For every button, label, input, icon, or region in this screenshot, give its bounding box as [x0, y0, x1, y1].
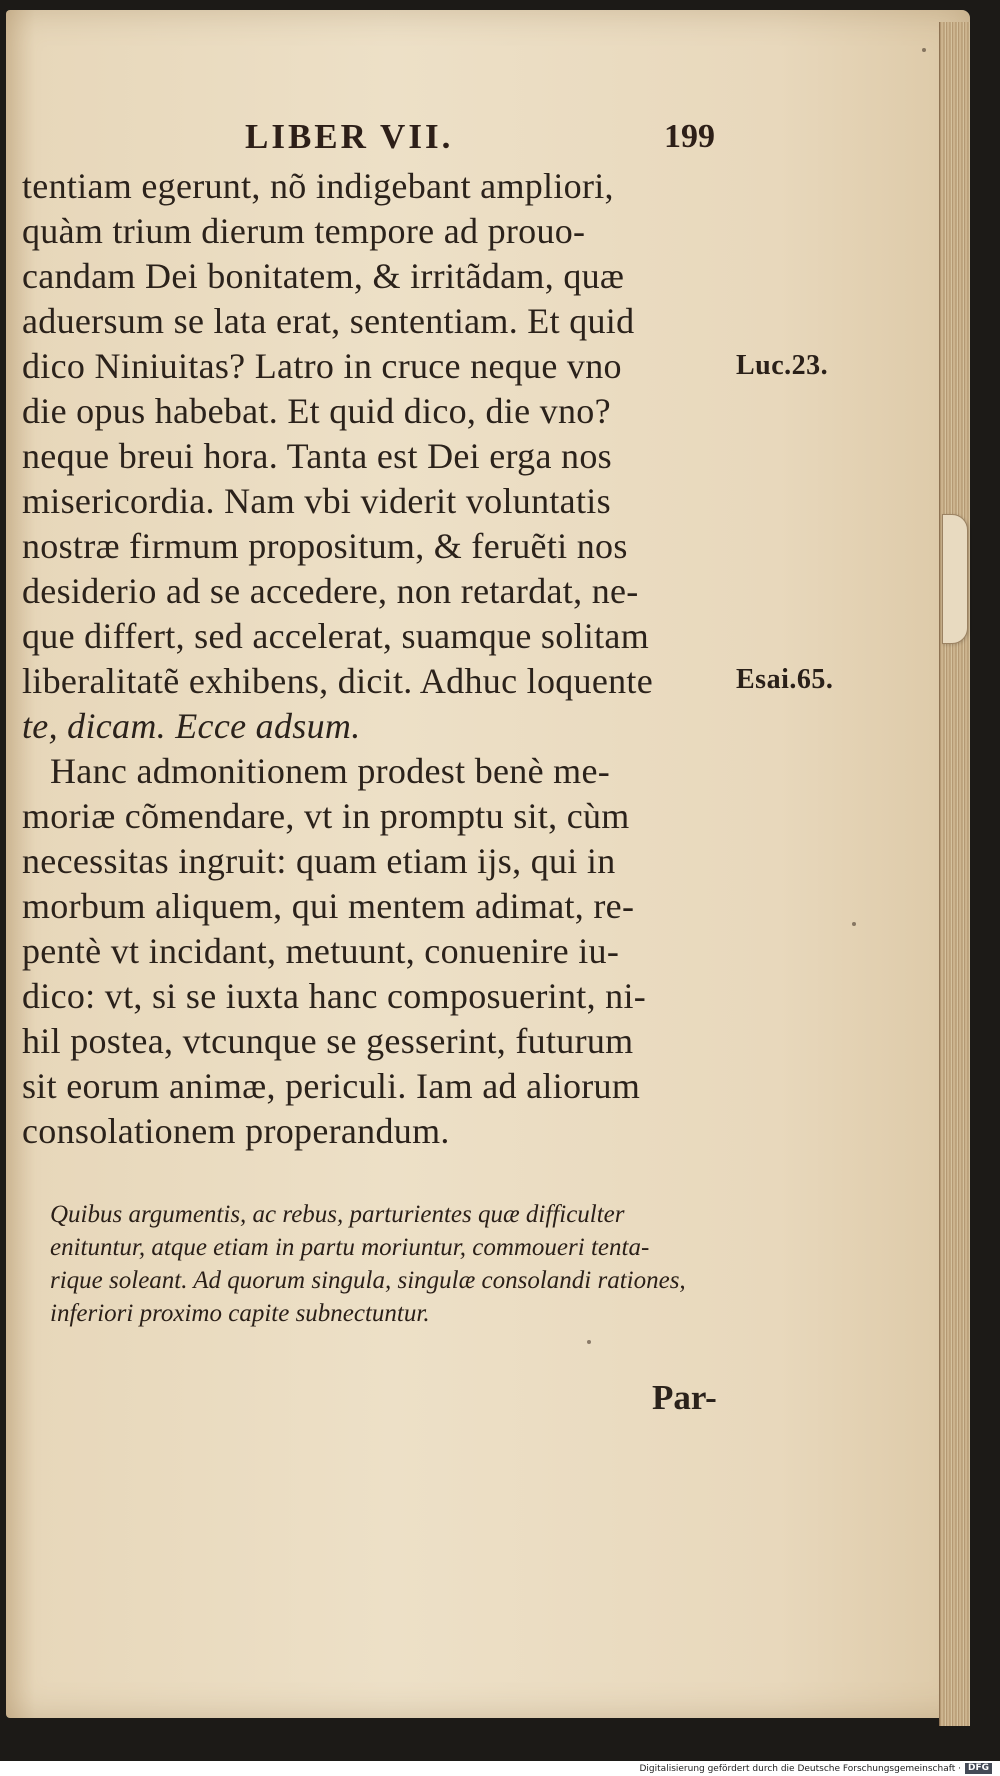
- text-line: dico Niniuitas? Latro in cruce neque vno: [22, 346, 622, 386]
- paper-speck: [587, 1340, 591, 1344]
- text-line: tentiam egerunt, nõ indigebant ampliori,: [22, 166, 614, 206]
- bookmark-ribbon: [942, 514, 968, 644]
- margin-note-luc: Luc.23.: [736, 350, 829, 381]
- page-header: [245, 116, 715, 158]
- running-title: LIBER VII.: [245, 117, 454, 156]
- text-line: sit eorum animæ, periculi. Iam ad aliorum: [22, 1066, 641, 1106]
- text-line: misericordia. Nam vbi viderit voluntatis: [22, 481, 611, 521]
- paper-speck: [922, 48, 926, 52]
- text-line: morbum aliquem, qui mentem adimat, re-: [22, 886, 635, 926]
- catchword: Par-: [652, 1378, 717, 1417]
- note-line: Quibus argumentis, ac rebus, parturientes quæ difficulter: [50, 1201, 625, 1228]
- text-line: liberalitatẽ exhibens, dicit. Adhuc loquente: [22, 661, 654, 701]
- margin-note-esai: Esai.65.: [736, 664, 834, 695]
- text-line: hil postea, vtcunque se gesserint, futurum: [22, 1021, 634, 1061]
- text-line: candam Dei bonitatem, & irritãdam, quæ: [22, 256, 625, 296]
- dfg-logo: DFG: [965, 1763, 992, 1774]
- chapter-note: [50, 1198, 770, 1330]
- text-line: die opus habebat. Et quid dico, die vno?: [22, 391, 611, 431]
- text-line: neque breui hora. Tanta est Dei erga nos: [22, 436, 612, 476]
- text-line: necessitas ingruit: quam etiam ijs, qui in: [22, 841, 616, 881]
- text-line: que differt, sed accelerat, suamque solitam: [22, 616, 649, 656]
- text-line: desiderio ad se accedere, non retardat, ne-: [22, 571, 639, 611]
- page-number: 199: [664, 118, 715, 155]
- text-line: aduersum se lata erat, sententiam. Et quid: [22, 301, 635, 341]
- text-line: dico: vt, si se iuxta hanc composuerint, ni-: [22, 976, 647, 1016]
- text-line: pentè vt incidant, metuunt, conuenire iu-: [22, 931, 620, 971]
- text-line: Hanc admonitionem prodest benè me-: [50, 751, 611, 791]
- text-line: nostræ firmum propositum, & feruẽti nos: [22, 526, 628, 566]
- footer-funding-text: Digitalisierung gefördert durch die Deutsche Forschungsgemeinschaft ·: [639, 1763, 961, 1774]
- text-line: consolationem properandum.: [22, 1111, 450, 1151]
- main-text: [22, 164, 742, 1154]
- page-edge: [939, 22, 970, 1726]
- note-line: rique soleant. Ad quorum singula, singulæ consolandi rationes,: [50, 1267, 686, 1294]
- text-line: moriæ cõmendare, vt in promptu sit, cùm: [22, 796, 630, 836]
- note-line: enituntur, atque etiam in partu moriuntur, commoueri tenta-: [50, 1234, 650, 1261]
- note-line: inferiori proximo capite subnectuntur.: [50, 1300, 430, 1327]
- footer-bar: [0, 1761, 1000, 1776]
- text-line: te, dicam. Ecce adsum.: [22, 706, 361, 746]
- paper-speck: [852, 922, 856, 926]
- text-line: quàm trium dierum tempore ad prouo-: [22, 211, 586, 251]
